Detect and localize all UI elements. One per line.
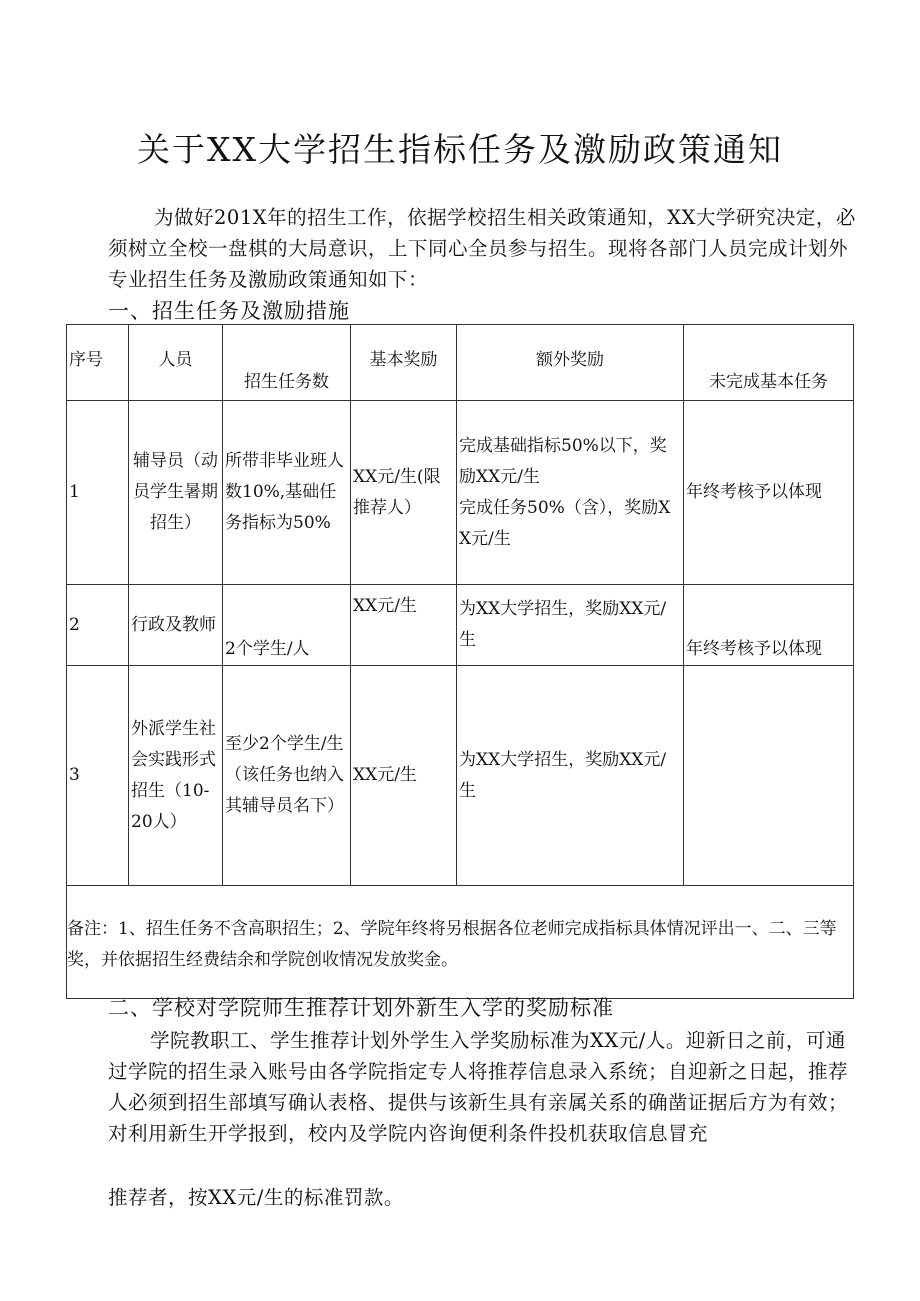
row-incomplete: 年终考核予以体现: [684, 401, 854, 585]
table-row: [67, 401, 854, 585]
header-cell: 人员: [129, 325, 223, 401]
penalty-paragraph: 推荐者，按XX元/生的标准罚款。: [108, 1186, 404, 1209]
row-task: 所带非毕业班人数10%,基础任务指标为50%: [223, 401, 351, 585]
row-incomplete: [684, 666, 854, 886]
header-cell: 额外奖励: [457, 325, 684, 401]
section-heading-1: 一、招生任务及激励措施: [108, 299, 350, 323]
row-basic-reward: XX元/生: [351, 585, 457, 666]
header-cell: 招生任务数: [223, 325, 351, 401]
row-number: 3: [67, 666, 129, 886]
row-extra-reward: 为XX大学招生，奖励XX元/生: [457, 585, 684, 666]
row-task: 2个学生/人: [223, 585, 351, 666]
row-basic-reward: XX元/生: [351, 666, 457, 886]
incentive-table: [66, 324, 854, 999]
reward-standard-paragraph: 学院教职工、学生推荐计划外学生入学奖励标准为XX元/人。迎新日之前，可通过学院的招生录入账号由各学院指定专人将推荐信息录入系统；自迎新之日起，推荐人必须到招生部填写确认表格、提供与该新生具有亲属关系的确凿证据后方为有效；对利用新生开学报到，校内及学院内咨询便利条件投机获取信息冒充: [108, 1029, 849, 1145]
row-person: 行政及教师: [129, 585, 223, 666]
table-row: [67, 585, 854, 666]
row-extra-reward: 为XX大学招生，奖励XX元/生: [457, 666, 684, 886]
row-person: 辅导员（动员学生暑期招生）: [129, 401, 223, 585]
section-heading-2: 二、学校对学院师生推荐计划外新生入学的奖励标准: [108, 996, 614, 1020]
row-incomplete: 年终考核予以体现: [684, 585, 854, 666]
row-basic-reward: XX元/生(限推荐人）: [351, 401, 457, 585]
row-person: 外派学生社会实践形式招生（10-20人）: [129, 666, 223, 886]
header-cell: 基本奖励: [351, 325, 457, 401]
document-title: 关于XX大学招生指标任务及激励政策通知: [137, 130, 783, 169]
table-header-row: [67, 325, 854, 401]
table-note: 备注：1、招生任务不含高职招生；2、学院年终将另根据各位老师完成指标具体情况评出一、二、三等奖，并依据招生经费结余和学院创收情况发放奖金。: [67, 886, 854, 999]
row-task: 至少2个学生/生（该任务也纳入其辅导员名下）: [223, 666, 351, 886]
row-number: 1: [67, 401, 129, 585]
row-number: 2: [67, 585, 129, 666]
row-extra-reward: 完成基础指标50%以下，奖励XX元/生 完成任务50%（含），奖励XX元/生: [457, 401, 684, 585]
intro-paragraph: 为做好201X年的招生工作，依据学校招生相关政策通知，XX大学研究决定，必须树立全校一盘棋的大局意识，上下同心全员参与招生。现将各部门人员完成计划外专业招生任务及激励政策通知如下：: [108, 206, 856, 291]
table-note-row: [67, 886, 854, 999]
header-cell: 序号: [67, 325, 129, 401]
table-row: [67, 666, 854, 886]
header-cell: 未完成基本任务: [684, 325, 854, 401]
